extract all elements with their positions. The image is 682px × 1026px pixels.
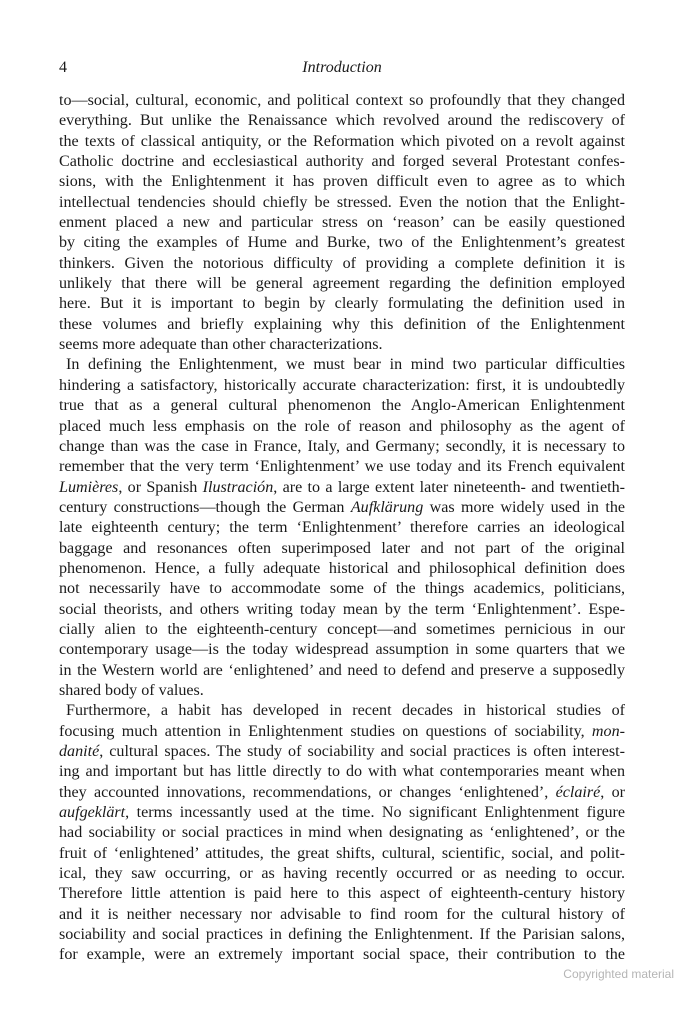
text-line: unlikely that there will be general agreement regarding the definition employed xyxy=(59,275,625,293)
text-line: seems more adequate than other characterizations. xyxy=(59,336,383,354)
text-line: placed much less emphasis on the role of reason and philosophy as the agent of xyxy=(59,417,625,435)
text-line: not necessarily have to accommodate some of the things academics, politicians, xyxy=(59,580,625,598)
text-line: intellectual tendencies should chiefly be stressed. Even the notion that the Enlight- xyxy=(59,193,625,211)
text-line: cially alien to the eighteenth-century concept—and sometimes pernicious in our xyxy=(59,620,625,638)
text-line: Catholic doctrine and ecclesiastical authority and forged several Protestant confes- xyxy=(59,153,625,171)
text-line: they accounted innovations, recommendations, or changes ‘enlightened’, éclairé, or xyxy=(59,783,625,801)
text-line: to—social, cultural, economic, and political context so profoundly that they changed xyxy=(59,92,625,109)
text-line: enment placed a new and particular stress on ‘reason’ can be easily questioned xyxy=(59,214,625,232)
text-line: sociability and social practices in defining the Enlightenment. If the Parisian salons, xyxy=(59,926,625,944)
text-line: hindering a satisfactory, historically accurate characterization: first, it is undoubtedly xyxy=(59,376,625,394)
text-line: and it is neither necessary nor advisable to find room for the cultural history of xyxy=(59,905,625,923)
text-line: thinkers. Given the notorious difficulty of providing a complete definition it is xyxy=(59,254,625,272)
text-line: sions, with the Enlightenment it has proven difficult even to agree as to which xyxy=(59,173,625,191)
text-line: fruit of ‘enlightened’ attitudes, the great shifts, cultural, scientific, social, and polit- xyxy=(59,844,625,862)
text-line: Lumières, or Spanish Ilustración, are to a large extent later nineteenth- and twentieth- xyxy=(59,478,625,496)
text-line: had sociability or social practices in mind when designating as ‘enlightened’, or the xyxy=(59,824,625,842)
text-line: baggage and resonances often superimposed later and not part of the original xyxy=(59,539,625,557)
text-line: for example, were an extremely important social space, their contribution to the xyxy=(59,946,625,964)
text-line: century constructions—though the German Aufklärung was more widely used in the xyxy=(59,498,626,516)
copyright-watermark: Copyrighted material xyxy=(563,967,674,981)
text-line: contemporary usage—is the today widespread assumption in some quarters that we xyxy=(59,641,625,659)
text-line: by citing the examples of Hume and Burke, two of the Enlightenment’s greatest xyxy=(59,234,625,252)
body-text xyxy=(59,91,625,966)
text-line: late eighteenth century; the term ‘Enlightenment’ therefore carries an ideological xyxy=(59,519,625,537)
text-line: in the Western world are ‘enlightened’ and need to defend and preserve a supposedly xyxy=(59,661,625,679)
text-line: everything. But unlike the Renaissance which revolved around the rediscovery of xyxy=(59,112,625,130)
text-line: Furthermore, a habit has developed in recent decades in historical studies of xyxy=(66,702,625,720)
text-line: these volumes and briefly explaining why this definition of the Enlightenment xyxy=(59,315,625,333)
text-line: phenomenon. Hence, a fully adequate historical and philosophical definition does xyxy=(59,559,625,577)
text-line: danité, cultural spaces. The study of sociability and social practices is often interest- xyxy=(59,743,625,760)
page-number: 4 xyxy=(59,59,67,76)
text-line: In defining the Enlightenment, we must bear in mind two particular difficulties xyxy=(66,356,625,374)
text-line: remember that the very term ‘Enlightenment’ we use today and its French equivalent xyxy=(59,458,625,476)
text-line: shared body of values. xyxy=(59,681,204,699)
text-line: ical, they saw occurring, or as having recently occurred or as needing to occur. xyxy=(59,865,625,883)
text-line: here. But it is important to begin by clearly formulating the definition used in xyxy=(59,295,625,313)
running-title: Introduction xyxy=(302,59,382,76)
text-line: true that as a general cultural phenomenon the Anglo-American Enlightenment xyxy=(59,397,625,415)
text-line: Therefore little attention is paid here to this aspect of eighteenth-century history xyxy=(59,885,625,903)
text-line: focusing much attention in Enlightenment studies on questions of sociability, mon- xyxy=(59,722,625,740)
text-line: aufgeklärt, terms incessantly used at the time. No significant Enlightenment figure xyxy=(59,804,625,822)
running-head xyxy=(59,56,625,80)
text-line: ing and important but has little directly to do with what contemporaries meant when xyxy=(59,763,625,781)
text-line: the texts of classical antiquity, or the Reformation which pivoted on a revolt against xyxy=(59,132,625,150)
text-line: change than was the case in France, Italy, and Germany; secondly, it is necessary to xyxy=(59,437,625,455)
text-line: social theorists, and others writing today mean by the term ‘Enlightenment’. Espe- xyxy=(59,600,625,618)
